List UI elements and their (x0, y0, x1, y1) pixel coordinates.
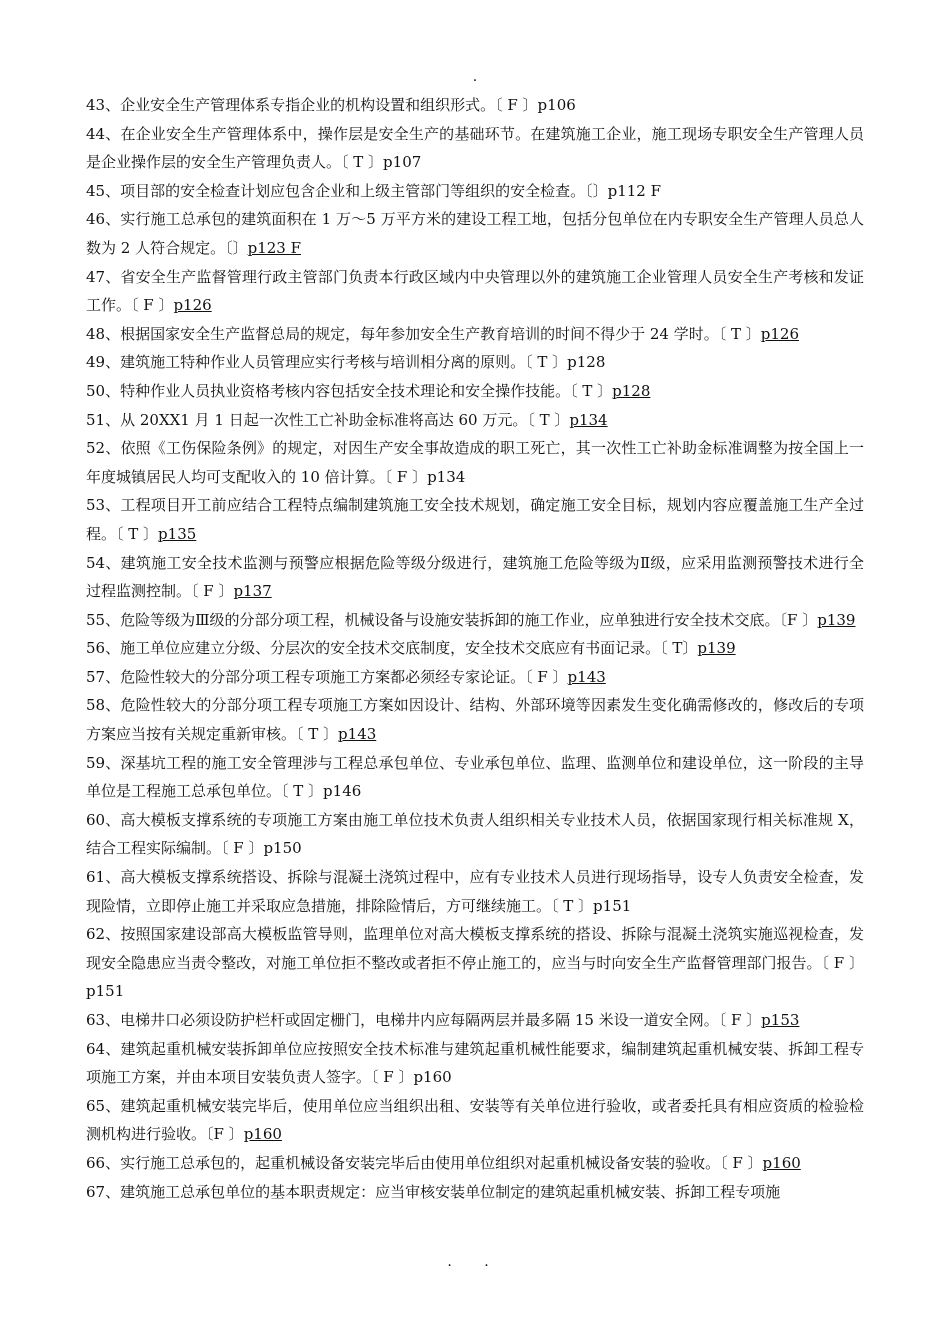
page-reference: p151 (86, 982, 125, 1001)
question-text: 63、电梯井口必须设防护栏杆或固定栅门，电梯井内应每隔两层并最多隔 15 米设一道安全网。〔 F 〕 (86, 1011, 762, 1029)
question-text: 47、省安全生产监督管理行政主管部门负责本行政区域内中央管理以外的建筑施工企业管理人员安全生产考核和发证工作。〔 F 〕 (86, 267, 864, 315)
question-item (86, 1178, 864, 1207)
footer-mark: . . (447, 1254, 503, 1270)
question-item (86, 1006, 864, 1035)
question-item (86, 863, 864, 920)
page-reference: p128 (567, 353, 606, 372)
question-text: 51、从 20XX1 月 1 日起一次性工亡补助金标准将高达 60 万元。〔 T 〕 (86, 410, 570, 429)
page-reference: p160 (243, 1125, 282, 1144)
question-text: 54、建筑施工安全技术监测与预警应根据危险等级分级进行，建筑施工危险等级为Ⅱ级，应采用监测预警技术进行全过程监测控制。〔 F 〕 (86, 553, 864, 601)
question-text: 52、依照《工伤保险条例》的规定，对因生产安全事故造成的职工死亡，其一次性工亡补助金标准调整为按全国上一年度城镇居民人均可支配收入的 10 倍计算。〔 F 〕 (86, 439, 864, 486)
page-reference: p139 (817, 610, 856, 629)
question-item (86, 263, 864, 320)
page-reference: p128 (612, 381, 651, 400)
question-item (86, 663, 864, 692)
page-reference: p137 (233, 582, 272, 601)
question-item (86, 177, 864, 206)
question-text: 67、建筑施工总承包单位的基本职责规定：应当审核安装单位制定的建筑起重机械安装、拆卸工程专项施 (86, 1182, 781, 1201)
question-text: 57、危险性较大的分部分项工程专项施工方案都必须经专家论证。〔 F 〕 (86, 667, 568, 686)
page-reference: p134 (427, 467, 466, 486)
page-reference: p112 F (607, 181, 662, 200)
question-text: 59、深基坑工程的施工安全管理涉与工程总承包单位、专业承包单位、监理、监测单位和建设单位，这一阶段的主导单位是工程施工总承包单位。〔 T 〕 (86, 753, 864, 801)
question-item (86, 377, 864, 406)
question-item (86, 749, 864, 806)
question-text: 66、实行施工总承包的，起重机械设备安装完毕后由使用单位组织对起重机械设备安装的验收。〔 F 〕 (86, 1153, 763, 1172)
question-item (86, 205, 864, 262)
question-item (86, 406, 864, 435)
question-text: 46、实行施工总承包的建筑面积在 1 万～5 万平方米的建设工程工地，包括分包单位在内专职安全生产管理人员总人数为 2 人符合规定。〔〕 (86, 210, 864, 257)
question-item (86, 491, 864, 548)
page-reference: p143 (567, 667, 606, 686)
question-item (86, 549, 864, 606)
page-reference: p126 (173, 296, 212, 315)
question-text: 55、危险等级为Ⅲ级的分部分项工程，机械设备与设施安装拆卸的施工作业，应单独进行安全技术交底。〔F 〕 (86, 610, 818, 629)
page-reference: p146 (323, 782, 362, 801)
question-item (86, 806, 864, 863)
question-text: 60、高大模板支撑系统的专项施工方案由施工单位技术负责人组织相关专业技术人员，依据国家现行相关标准规 X，结合工程实际编制。〔 F 〕 (86, 810, 864, 858)
question-item (86, 1035, 864, 1092)
question-item (86, 434, 864, 491)
question-text: 49、建筑施工特种作业人员管理应实行考核与培训相分离的原则。〔 T 〕 (86, 353, 568, 372)
page-reference: p143 (338, 725, 377, 744)
page-reference: p160 (413, 1068, 452, 1087)
question-item (86, 91, 864, 120)
question-item (86, 691, 864, 748)
question-item (86, 606, 864, 635)
question-text: 53、工程项目开工前应结合工程特点编制建筑施工安全技术规划，确定施工安全目标，规划内容应覆盖施工生产全过程。〔 T 〕 (86, 496, 864, 543)
question-item (86, 920, 864, 1006)
header-mark: . (472, 69, 478, 85)
question-item (86, 1149, 864, 1178)
page-reference: p151 (593, 896, 632, 915)
question-text: 48、根据国家安全生产监督总局的规定，每年参加安全生产教育培训的时间不得少于 24 学时。〔 T 〕 (86, 324, 761, 343)
question-item (86, 1092, 864, 1149)
question-text: 43、企业安全生产管理体系专指企业的机构设置和组织形式。〔 F 〕 (86, 96, 538, 114)
page-reference: p153 (761, 1011, 800, 1029)
question-text: 50、特种作业人员执业资格考核内容包括安全技术理论和安全操作技能。〔 T 〕 (86, 381, 613, 400)
question-item (86, 634, 864, 663)
page-reference: p160 (762, 1153, 801, 1172)
question-item (86, 120, 864, 177)
question-item (86, 320, 864, 349)
page-reference: p134 (569, 410, 608, 429)
question-text: 45、项目部的安全检查计划应包含企业和上级主管部门等组织的安全检查。〔〕 (86, 181, 608, 200)
page-reference: p135 (158, 524, 197, 543)
question-text: 44、在企业安全生产管理体系中，操作层是安全生产的基础环节。在建筑施工企业，施工现场专职安全生产管理人员是企业操作层的安全生产管理负责人。〔 T 〕 (86, 124, 864, 172)
question-text: 62、按照国家建设部高大模板监管导则，监理单位对高大模板支撑系统的搭设、拆除与混凝土浇筑实施巡视检查，发现安全隐患应当责令整改，对施工单位拒不整改或者拒不停止施工的，应当与时向安全生产监督管理部门报告。〔 F 〕 (86, 925, 864, 972)
page-reference: p107 (383, 153, 422, 172)
page-reference: p123 F (247, 238, 302, 257)
question-list (86, 91, 864, 1206)
page-reference: p150 (263, 839, 302, 858)
page-reference: p106 (537, 96, 576, 114)
question-item (86, 348, 864, 377)
question-text: 65、建筑起重机械安装完毕后，使用单位应当组织出租、安装等有关单位进行验收，或者委托具有相应资质的检验检测机构进行验收。〔F 〕 (86, 1096, 864, 1144)
page-reference: p126 (760, 324, 799, 343)
question-text: 61、高大模板支撑系统搭设、拆除与混凝土浇筑过程中，应有专业技术人员进行现场指导，设专人负责安全检查，发现险情，立即停止施工并采取应急措施，排除险情后，方可继续施工。〔 T 〕 (86, 868, 864, 915)
question-text: 58、危险性较大的分部分项工程专项施工方案如因设计、结构、外部环境等因素发生变化确需修改的，修改后的专项方案应当按有关规定重新审核。〔 T 〕 (86, 696, 864, 744)
question-text: 56、施工单位应建立分级、分层次的安全技术交底制度，安全技术交底应有书面记录。〔 T〕 (86, 639, 698, 658)
question-text: 64、建筑起重机械安装拆卸单位应按照安全技术标准与建筑起重机械性能要求，编制建筑起重机械安装、拆卸工程专项施工方案，并由本项目安装负责人签字。〔 F 〕 (86, 1039, 864, 1087)
page-reference: p139 (697, 639, 736, 658)
